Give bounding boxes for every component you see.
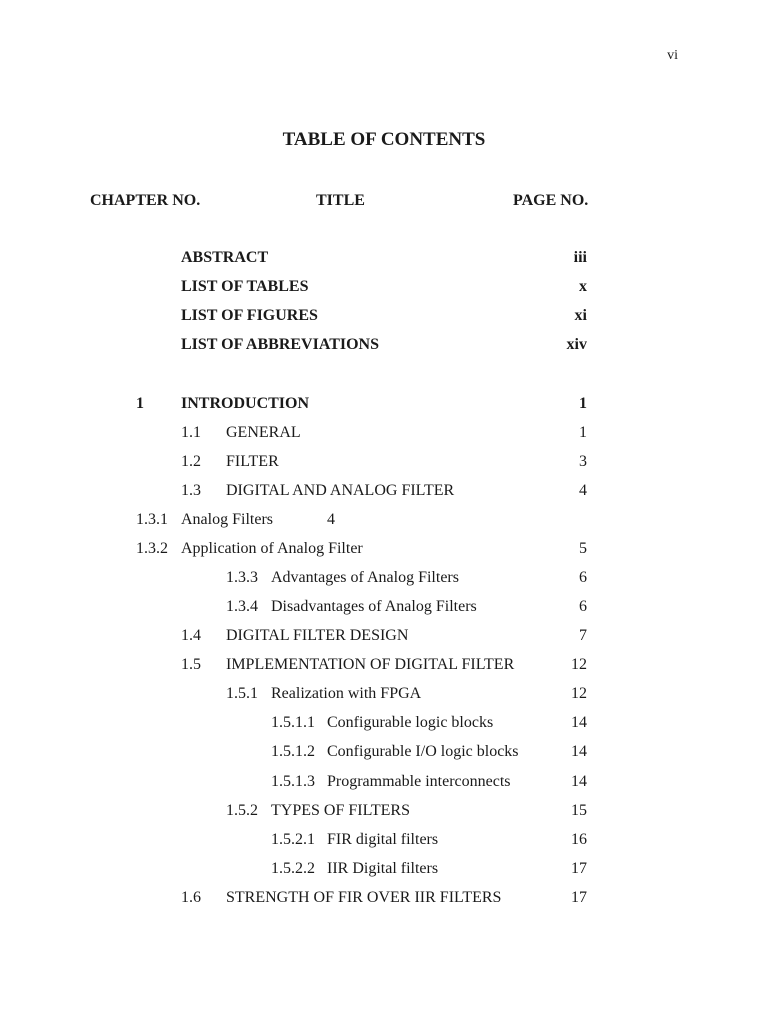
toc-front-page: iii <box>573 249 587 266</box>
toc-front-label: LIST OF TABLES <box>181 278 309 295</box>
toc-entry-page: 12 <box>571 656 587 673</box>
toc-entry-number: 1.3.3 <box>226 569 258 586</box>
toc-entry-page: 16 <box>571 831 587 848</box>
toc-entry-number: 1.3.2 <box>136 540 168 557</box>
toc-entry-label: Advantages of Analog Filters <box>271 569 459 586</box>
toc-entry-page: 1 <box>579 424 587 441</box>
toc-entry-number: 1.6 <box>181 889 201 906</box>
toc-entry-label: Disadvantages of Analog Filters <box>271 598 477 615</box>
toc-entry-number: 1.5.1.2 <box>271 743 315 760</box>
toc-entry-number: 1.4 <box>181 627 201 644</box>
toc-entry-number: 1.5.1 <box>226 685 258 702</box>
toc-entry-page: 14 <box>571 773 587 790</box>
toc-entry-number: 1.3 <box>181 482 201 499</box>
toc-entry-page: 14 <box>571 743 587 760</box>
toc-entry-page: 15 <box>571 802 587 819</box>
toc-entry-label: FIR digital filters <box>327 831 439 848</box>
toc-entry-number: 1.1 <box>181 424 201 441</box>
toc-entry-label: Application of Analog Filter <box>181 540 363 557</box>
toc-entry-label: TYPES OF FILTERS <box>271 802 410 819</box>
toc-front-label: LIST OF ABBREVIATIONS <box>181 336 379 353</box>
toc-entry-page: 6 <box>579 569 587 586</box>
toc-entry-page: 7 <box>579 627 587 644</box>
toc-entry-page: 4 <box>579 482 587 499</box>
toc-entry-page: 5 <box>579 540 587 557</box>
toc-entry-number: 1.5.2.1 <box>271 831 315 848</box>
toc-entry-page: 12 <box>571 685 587 702</box>
toc-entry-page: 6 <box>579 598 587 615</box>
toc-entry-page: 17 <box>571 889 587 906</box>
toc-entry-number: 1.5.2.2 <box>271 860 315 877</box>
toc-entry-number: 1.5 <box>181 656 201 673</box>
toc-entry-number: 1.5.2 <box>226 802 258 819</box>
chapter-title: INTRODUCTION <box>181 395 310 412</box>
toc-front-page: x <box>579 278 587 295</box>
toc-entry-label: STRENGTH OF FIR OVER IIR FILTERS <box>226 889 502 906</box>
toc-entry-label: Programmable interconnects <box>327 773 511 790</box>
toc-entry-label: IMPLEMENTATION OF DIGITAL FILTER <box>226 656 515 673</box>
chapter-number: 1 <box>136 395 144 412</box>
toc-entry-number: 1.2 <box>181 453 201 470</box>
toc-entry-page: 17 <box>571 860 587 877</box>
toc-entry-page: 14 <box>571 714 587 731</box>
toc-front-label: LIST OF FIGURES <box>181 307 318 324</box>
header-page-no: PAGE NO. <box>513 192 589 209</box>
toc-entry-number: 1.5.1.1 <box>271 714 315 731</box>
toc-entry-page: 4 <box>327 511 335 528</box>
toc-entry-label: FILTER <box>226 453 279 470</box>
toc-entry-label: Analog Filters <box>181 511 273 528</box>
toc-front-label: ABSTRACT <box>181 249 269 266</box>
toc-entry-label: DIGITAL FILTER DESIGN <box>226 627 409 644</box>
toc-entry-label: Realization with FPGA <box>271 685 422 702</box>
chapter-page: 1 <box>579 395 587 412</box>
toc-entry-page: 3 <box>579 453 587 470</box>
toc-entry-label: DIGITAL AND ANALOG FILTER <box>226 482 455 499</box>
toc-entry-number: 1.3.1 <box>136 511 168 528</box>
toc-entry-number: 1.5.1.3 <box>271 773 315 790</box>
header-chapter-no: CHAPTER NO. <box>90 192 201 209</box>
toc-front-page: xi <box>574 307 587 324</box>
page-number: vi <box>667 48 678 63</box>
toc-entry-label: GENERAL <box>226 424 301 441</box>
toc-front-page: xiv <box>566 336 587 353</box>
page-title: TABLE OF CONTENTS <box>282 129 486 150</box>
toc-entry-number: 1.3.4 <box>226 598 258 615</box>
toc-entry-label: Configurable I/O logic blocks <box>327 743 519 760</box>
header-title: TITLE <box>316 192 365 209</box>
toc-entry-label: IIR Digital filters <box>327 860 439 877</box>
toc-entry-label: Configurable logic blocks <box>327 714 494 731</box>
